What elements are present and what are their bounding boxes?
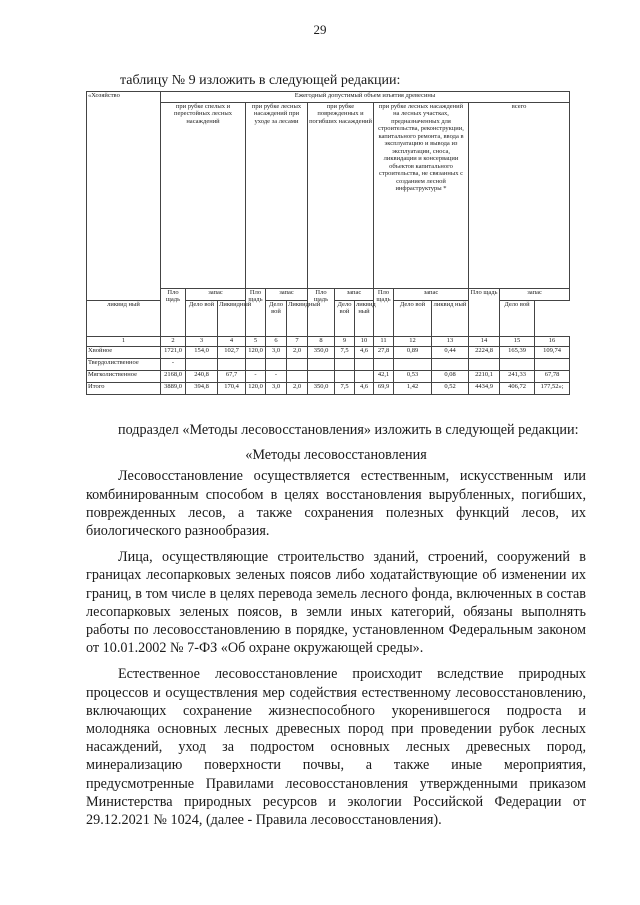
header-business: Дело вой <box>500 301 535 337</box>
paragraph: Естественное лесовосстановление происходит вследствие природных процессов и осуществления мер содействия естественному лесовосстановлению, включающих сохранение жизнеспособного укоренившегося подроста и молодняка основных лесных древесных пород при проведении рубок лесных насаждений, уход за подростом основных лесных древесных пород, минерализацию поверхности почвы, а также иные мероприятия, предусмотренные Правилами лесовосстановления утвержденными приказом Министерства природных ресурсов и экологии Российской Федерации от 29.12.2021 № 1024, (далее - Правила лесовосстановления). <box>86 666 586 829</box>
table-cell <box>535 359 570 371</box>
table-cell: - <box>266 371 287 383</box>
table-cell <box>500 359 535 371</box>
table-cell <box>355 359 374 371</box>
table-cell <box>355 371 374 383</box>
table-cell: - <box>161 359 186 371</box>
table-cell <box>374 359 394 371</box>
table-cell: 350,0 <box>308 383 335 395</box>
harvest-volume-table <box>86 91 570 395</box>
table-cell: 120,0 <box>246 383 266 395</box>
table-cell: 177,52»; <box>535 383 570 395</box>
column-number: 6 <box>266 337 287 347</box>
table-row-softwood <box>87 371 570 383</box>
table-intro-text: таблицу № 9 изложить в следующей редакции: <box>120 73 401 88</box>
header-area: Пло щадь <box>246 289 266 337</box>
table-cell <box>335 359 355 371</box>
table-cell <box>266 359 287 371</box>
table-cell: 2,0 <box>287 347 308 359</box>
header-group-total: всего <box>469 103 570 289</box>
table-cell: 154,0 <box>186 347 218 359</box>
header-area: Пло щадь <box>374 289 394 337</box>
table-row-hardwood <box>87 359 570 371</box>
column-number: 5 <box>246 337 266 347</box>
column-number: 11 <box>374 337 394 347</box>
column-number-row <box>87 337 570 347</box>
table-cell: 120,0 <box>246 347 266 359</box>
header-area: Пло щадь <box>469 289 500 337</box>
table-row-coniferous <box>87 347 570 359</box>
row-label: Мягколиственное <box>87 371 161 383</box>
table-cell: 406,72 <box>500 383 535 395</box>
table-cell: 109,74 <box>535 347 570 359</box>
header-farm: «Хозяйство <box>87 92 161 301</box>
header-business: Дело вой <box>186 301 218 337</box>
header-liquid: ликвид ный <box>87 301 161 337</box>
table-cell <box>469 359 500 371</box>
column-number: 12 <box>394 337 432 347</box>
table-cell: 27,8 <box>374 347 394 359</box>
body-text <box>86 421 586 829</box>
table-cell <box>186 359 218 371</box>
table-cell: 102,7 <box>218 347 246 359</box>
table-cell: 240,8 <box>186 371 218 383</box>
table-cell <box>246 359 266 371</box>
table-cell: 0,53 <box>394 371 432 383</box>
header-group-construction: при рубке лесных насаждений на лесных участках, предназначенных для строительства, реконструкции, капитального ремонта, ввода в эксплуатацию и вывода из эксплуатации, сноса, ликвидации и консервации объектов капитального строительства, не связанных с созданием лесной инфраструктуры * <box>374 103 469 289</box>
table-row-total <box>87 383 570 395</box>
column-number: 10 <box>355 337 374 347</box>
column-number: 3 <box>186 337 218 347</box>
header-stock: запас <box>186 289 246 301</box>
table-cell: 1721,0 <box>161 347 186 359</box>
header-annual-volume: Ежегодный допустимый объем изъятия древесины <box>161 92 570 103</box>
table-cell: 0,44 <box>432 347 469 359</box>
row-label: Итого <box>87 383 161 395</box>
table-cell: 3889,0 <box>161 383 186 395</box>
table-cell: 4434,9 <box>469 383 500 395</box>
row-label: Хвойное <box>87 347 161 359</box>
subsection-lead: подраздел «Методы лесовосстановления» изложить в следующей редакции: <box>118 422 579 438</box>
table-cell: 350,0 <box>308 347 335 359</box>
table-cell <box>287 359 308 371</box>
header-business: Дело вой <box>335 301 355 337</box>
page-number: 29 <box>313 22 327 37</box>
table-cell: 394,8 <box>186 383 218 395</box>
header-stock: запас <box>394 289 469 301</box>
column-number: 14 <box>469 337 500 347</box>
table-cell <box>335 371 355 383</box>
paragraph: Лица, осуществляющие строительство зданий, строений, сооружений в границах лесопарковых зеленых поясов либо ходатайствующие об изменении их границ, в том числе в целях перевода земель лесного фонда, включенных в состав лесопарковых зеленых поясов, в земли иных категорий, обязаны выполнять работы по лесовосстановлению в порядке, установленном Федеральным законом от 10.01.2002 № 7-ФЗ «Об охране окружающей среды». <box>86 549 586 657</box>
table-cell: 7,5 <box>335 347 355 359</box>
header-group-care: при рубке лесных насаждений при уходе за лесами <box>246 103 308 289</box>
column-number: 4 <box>218 337 246 347</box>
table-cell: 2168,0 <box>161 371 186 383</box>
column-number: 8 <box>308 337 335 347</box>
column-number: 16 <box>535 337 570 347</box>
header-group-damaged: при рубке поврежденных и погибших насаждений <box>308 103 374 289</box>
table-cell: 241,33 <box>500 371 535 383</box>
column-number: 1 <box>87 337 161 347</box>
column-number: 15 <box>500 337 535 347</box>
header-stock: запас <box>500 289 570 301</box>
header-stock: запас <box>335 289 374 301</box>
table-cell: 2,0 <box>287 383 308 395</box>
table-cell: 3,0 <box>266 347 287 359</box>
table-cell: 0,89 <box>394 347 432 359</box>
table-cell: 0,52 <box>432 383 469 395</box>
header-liquid: ликвид ный <box>355 301 374 337</box>
section-title: «Методы лесовосстановления <box>245 447 427 464</box>
table-cell: 2224,8 <box>469 347 500 359</box>
table-cell <box>432 359 469 371</box>
row-label: Твердолиственное <box>87 359 161 371</box>
header-business: Дело вой <box>394 301 432 337</box>
table-cell <box>218 359 246 371</box>
header-liquid: ликвид ный <box>432 301 469 337</box>
table-cell: 3,0 <box>266 383 287 395</box>
table-cell: 67,78 <box>535 371 570 383</box>
table-cell: 2210,1 <box>469 371 500 383</box>
table-cell: - <box>246 371 266 383</box>
header-group-mature: при рубке спелых и перестойных лесных насаждений <box>161 103 246 289</box>
header-area: Пло щадь <box>161 289 186 337</box>
table-cell: 1,42 <box>394 383 432 395</box>
column-number: 9 <box>335 337 355 347</box>
header-liquid: Ликвидный <box>287 301 308 337</box>
table-cell: 69,9 <box>374 383 394 395</box>
table-cell <box>394 359 432 371</box>
table-cell: 4,6 <box>355 383 374 395</box>
column-number: 2 <box>161 337 186 347</box>
header-stock: запас <box>266 289 308 301</box>
column-number: 7 <box>287 337 308 347</box>
column-number: 13 <box>432 337 469 347</box>
header-liquid: Ликвидный <box>218 301 246 337</box>
header-area: Пло щадь <box>308 289 335 337</box>
table-cell: 0,08 <box>432 371 469 383</box>
table-cell <box>308 359 335 371</box>
table-cell: 170,4 <box>218 383 246 395</box>
table-cell: 7,5 <box>335 383 355 395</box>
paragraph: Лесовосстановление осуществляется естественным, искусственным или комбинированным способом в целях восстановления вырубленных, погибших, поврежденных лесов, а также сохранения полезных функций лесов, их биологического разнообразия. <box>86 468 586 540</box>
table-cell: 67,7 <box>218 371 246 383</box>
table-cell: 165,39 <box>500 347 535 359</box>
table-cell <box>308 371 335 383</box>
table-cell: 42,1 <box>374 371 394 383</box>
header-business: Дело вой <box>266 301 287 337</box>
table-cell: 4,6 <box>355 347 374 359</box>
table-cell <box>287 371 308 383</box>
